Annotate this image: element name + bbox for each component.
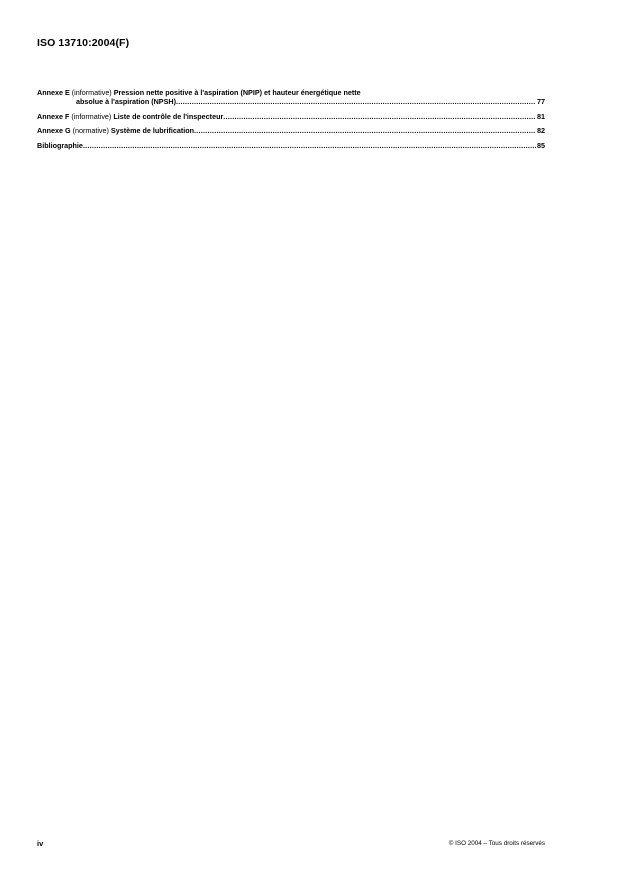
toc-entry-annex-f[interactable] [37, 112, 545, 121]
table-of-contents [37, 88, 545, 155]
copyright-notice: © ISO 2004 – Tous droits réservés [448, 840, 545, 847]
toc-bibliography-label: Bibliographie [37, 140, 83, 150]
toc-page-number: 81 [537, 111, 545, 121]
toc-annex-type: (informative) [71, 111, 112, 121]
toc-leader-dots [223, 112, 536, 121]
toc-entry-bibliography[interactable] [37, 141, 545, 150]
toc-page-number: 82 [537, 126, 545, 135]
toc-leader-dots [176, 97, 536, 106]
toc-annex-title: Liste de contrôle de l'inspecteur [113, 111, 224, 121]
toc-annex-title-continued: absolue à l'aspiration (NPSH) [76, 97, 176, 106]
toc-annex-type: (normative) [72, 126, 109, 135]
toc-entry-annex-e-line1 [37, 88, 545, 97]
toc-entry-annex-e-line2 [37, 97, 545, 106]
document-id-header: ISO 13710:2004(F) [37, 37, 130, 49]
toc-leader-dots [83, 141, 536, 150]
page-number: iv [37, 839, 44, 848]
toc-annex-label: Annexe F [37, 111, 70, 121]
toc-page-number: 77 [537, 97, 545, 106]
toc-annex-type: (informative) [71, 88, 112, 97]
toc-entry-annex-g[interactable] [37, 126, 545, 135]
toc-entry-annex-e[interactable] [37, 88, 545, 106]
toc-annex-label: Annexe G [37, 126, 71, 135]
toc-annex-title: Système de lubrification [110, 126, 194, 135]
toc-annex-title: Pression nette positive à l'aspiration (NPIP) et hauteur énergétique nette [113, 88, 361, 97]
toc-leader-dots [194, 126, 536, 135]
toc-page-number: 85 [537, 140, 545, 150]
toc-annex-label: Annexe E [37, 88, 70, 97]
